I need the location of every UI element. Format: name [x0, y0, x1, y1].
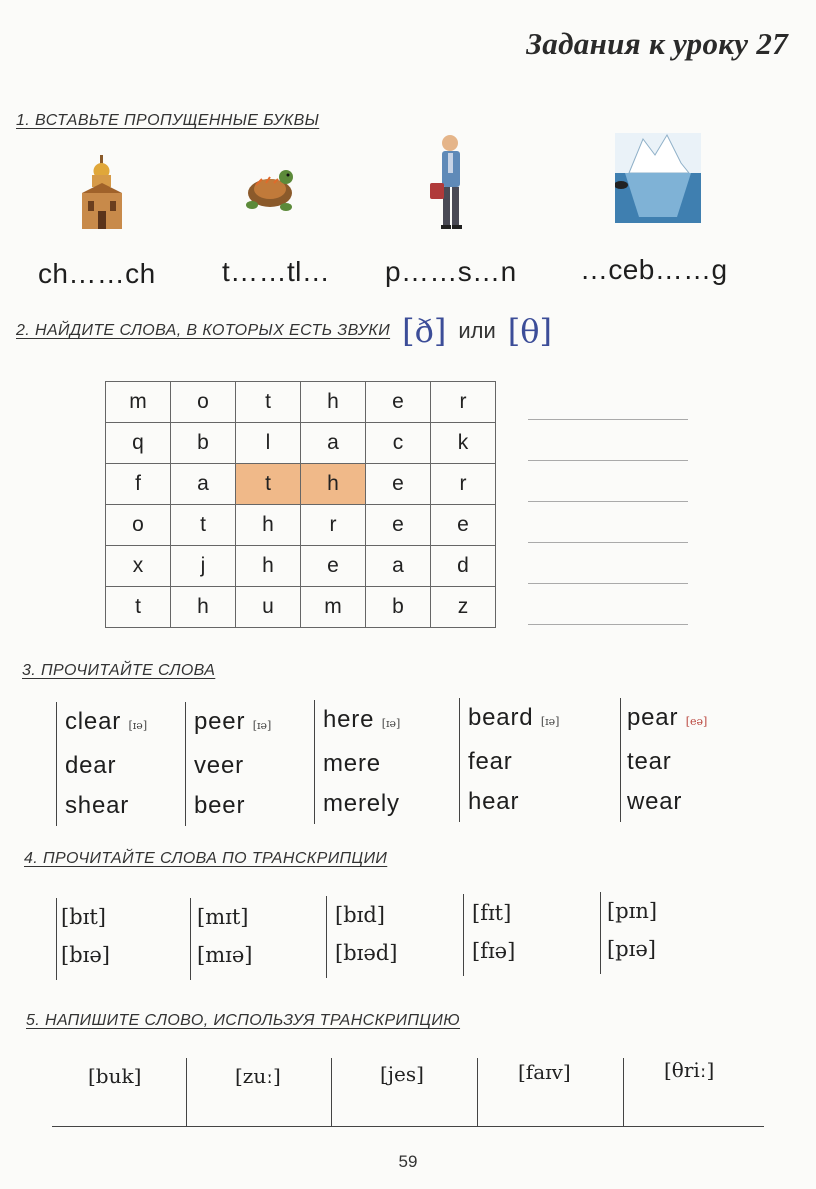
grid-cell[interactable]: o: [106, 505, 171, 546]
grid-cell[interactable]: h: [236, 505, 301, 546]
grid-cell[interactable]: a: [366, 546, 431, 587]
page-number: 59: [398, 1152, 418, 1171]
grid-cell[interactable]: e: [366, 464, 431, 505]
grid-cell[interactable]: r: [431, 382, 496, 423]
transcription: [bɪt]: [61, 905, 106, 929]
word: here: [323, 706, 375, 733]
grid-cell[interactable]: h: [236, 546, 301, 587]
person-icon: [426, 133, 470, 231]
grid-cell[interactable]: o: [171, 382, 236, 423]
grid-row: [106, 505, 496, 546]
transcription: [mɪt]: [197, 905, 249, 929]
page-title: Задания к уроку 27: [526, 26, 788, 61]
task1-heading: 1. ВСТАВЬТЕ ПРОПУЩЕННЫЕ БУКВЫ: [16, 112, 320, 129]
sound-eth: [ð]: [402, 312, 447, 350]
task4-heading: 4. ПРОЧИТАЙТЕ СЛОВА ПО ТРАНСКРИПЦИИ: [24, 850, 388, 867]
blank-word-2: t……tl…: [222, 256, 331, 287]
transcription-hint: [eə]: [685, 715, 708, 728]
word-column: [459, 698, 559, 822]
blank-word-3: p……s…n: [385, 256, 517, 287]
grid-cell[interactable]: r: [431, 464, 496, 505]
task3-heading: 3. ПРОЧИТАЙТЕ СЛОВА: [22, 662, 216, 679]
word: dear: [65, 752, 117, 779]
grid-cell[interactable]: t: [106, 587, 171, 628]
transcription: [fɪə]: [472, 939, 516, 963]
grid-cell[interactable]: t: [171, 505, 236, 546]
letter-grid: [105, 381, 496, 628]
word: merely: [323, 790, 400, 817]
grid-cell[interactable]: d: [431, 546, 496, 587]
grid-cell[interactable]: b: [171, 423, 236, 464]
grid-cell[interactable]: k: [431, 423, 496, 464]
blank-word-4: …ceb……g: [580, 254, 728, 285]
transcription-column: [326, 896, 397, 978]
word: wear: [627, 788, 683, 815]
church-icon: [76, 153, 128, 233]
grid-cell[interactable]: e: [366, 505, 431, 546]
grid-row: [106, 382, 496, 423]
answer-line[interactable]: [528, 419, 688, 420]
word: beer: [194, 792, 246, 819]
task2-heading-row: [16, 312, 552, 350]
grid-cell[interactable]: b: [366, 587, 431, 628]
grid-cell[interactable]: r: [301, 505, 366, 546]
transcription-prompt: [buk]: [88, 1064, 142, 1088]
grid-cell[interactable]: e: [301, 546, 366, 587]
task2-heading: 2. НАЙДИТЕ СЛОВА, В КОТОРЫХ ЕСТЬ ЗВУКИ: [16, 322, 391, 339]
transcription-prompt: [faɪv]: [518, 1060, 571, 1084]
grid-cell[interactable]: h: [171, 587, 236, 628]
answer-line[interactable]: [528, 542, 688, 543]
grid-cell[interactable]: l: [236, 423, 301, 464]
transcription-column: [56, 898, 110, 980]
grid-cell[interactable]: z: [431, 587, 496, 628]
grid-cell[interactable]: c: [366, 423, 431, 464]
grid-row: [106, 546, 496, 587]
grid-row: [106, 464, 496, 505]
grid-cell[interactable]: x: [106, 546, 171, 587]
word: hear: [468, 788, 520, 815]
grid-cell[interactable]: h: [301, 382, 366, 423]
transcription-hint: [ɪə]: [540, 715, 560, 728]
or-word: или: [458, 318, 496, 343]
grid-row: [106, 587, 496, 628]
word: veer: [194, 752, 244, 779]
cell-divider: [331, 1058, 332, 1126]
cell-divider: [186, 1058, 187, 1126]
cell-divider: [623, 1058, 624, 1126]
writing-baseline[interactable]: [52, 1126, 764, 1127]
task5-heading: 5. НАПИШИТЕ СЛОВО, ИСПОЛЬЗУЯ ТРАНСКРИПЦИЮ: [26, 1012, 461, 1029]
grid-cell[interactable]: t: [236, 382, 301, 423]
transcription: [bɪəd]: [335, 941, 398, 965]
transcription-hint: [ɪə]: [252, 719, 272, 732]
sound-theta: [θ]: [507, 312, 552, 350]
word: shear: [65, 792, 130, 819]
word-column: [185, 702, 271, 826]
answer-line[interactable]: [528, 624, 688, 625]
grid-cell[interactable]: u: [236, 587, 301, 628]
grid-cell[interactable]: m: [106, 382, 171, 423]
word: fear: [468, 748, 513, 775]
transcription: [bɪd]: [335, 903, 385, 927]
word: pear: [627, 704, 679, 731]
grid-cell[interactable]: a: [171, 464, 236, 505]
grid-cell[interactable]: m: [301, 587, 366, 628]
grid-cell-highlighted[interactable]: t: [236, 464, 301, 505]
transcription-prompt: [jes]: [380, 1062, 424, 1086]
blank-word-1: ch……ch: [38, 258, 156, 289]
grid-cell[interactable]: a: [301, 423, 366, 464]
grid-cell[interactable]: e: [366, 382, 431, 423]
grid-cell-highlighted[interactable]: h: [301, 464, 366, 505]
iceberg-icon: [615, 133, 701, 223]
transcription-hint: [ɪə]: [128, 719, 148, 732]
turtle-icon: [242, 163, 298, 217]
answer-line[interactable]: [528, 583, 688, 584]
word: peer: [194, 708, 246, 735]
answer-line[interactable]: [528, 460, 688, 461]
transcription: [bɪə]: [61, 943, 110, 967]
transcription-column: [190, 898, 252, 980]
transcription: [mɪə]: [197, 943, 253, 967]
transcription-column: [600, 892, 657, 974]
transcription-prompt: [zuː]: [235, 1064, 281, 1088]
cell-divider: [477, 1058, 478, 1126]
answer-line[interactable]: [528, 501, 688, 502]
grid-cell[interactable]: e: [431, 505, 496, 546]
word: tear: [627, 748, 672, 775]
transcription-hint: [ɪə]: [381, 717, 401, 730]
transcription: [fɪt]: [472, 901, 512, 925]
word-column: [314, 700, 400, 824]
transcription-column: [463, 894, 515, 976]
transcription-prompt: [θriː]: [664, 1058, 715, 1082]
word-column: [56, 702, 147, 826]
word: mere: [323, 750, 381, 777]
transcription: [pɪə]: [607, 937, 656, 961]
grid-cell[interactable]: j: [171, 546, 236, 587]
grid-row: [106, 423, 496, 464]
transcription: [pɪn]: [607, 899, 658, 923]
grid-cell[interactable]: f: [106, 464, 171, 505]
word: clear: [65, 708, 122, 735]
grid-cell[interactable]: q: [106, 423, 171, 464]
word: beard: [468, 704, 534, 731]
word-column: [620, 698, 707, 822]
